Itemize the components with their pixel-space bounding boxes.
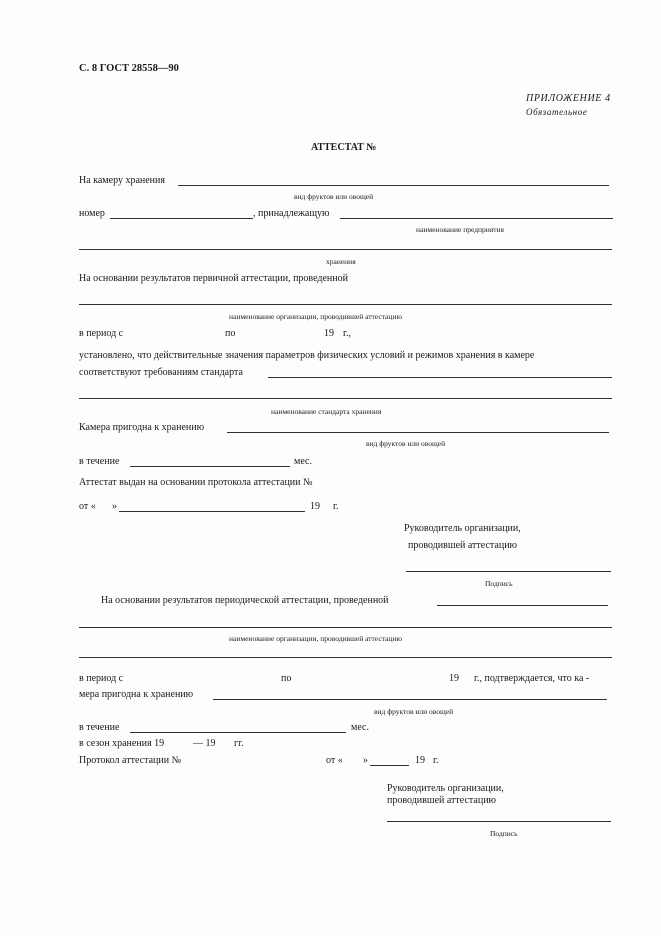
period2-from-label: в период с	[79, 673, 124, 684]
months2-label: мес.	[351, 722, 369, 733]
within-fill-line	[130, 466, 290, 467]
season-label: в сезон хранения 19	[79, 738, 165, 749]
period-to-label: по	[225, 328, 236, 339]
period2-year: 19	[449, 673, 459, 684]
months-label: мес.	[294, 456, 312, 467]
chamber-fill-line	[178, 185, 609, 186]
hint-fruits: вид фруктов или овощей	[294, 192, 374, 201]
standard-fill-line	[268, 377, 612, 378]
mandatory-label: Обязательное	[526, 107, 588, 117]
enterprise-fill-line	[79, 249, 612, 250]
period2-to-label: по	[281, 673, 292, 684]
periodic-org-fill-line	[437, 605, 608, 606]
season-dash: — 19	[193, 738, 216, 749]
protocol-date-fill-line	[370, 765, 409, 766]
protocol-quote-close: »	[363, 755, 368, 766]
season-suffix: гг.	[234, 738, 244, 749]
periodic-org-fill-line-2	[79, 627, 612, 628]
protocol-from-label: от «	[326, 755, 343, 766]
chamber-label: На камеру хранения	[79, 175, 165, 186]
hint-enterprise: наименование предприятия	[416, 225, 504, 234]
period-year: 19	[324, 328, 334, 339]
protocol-year-suffix: г.	[433, 755, 439, 766]
issued-year: 19	[310, 501, 320, 512]
hint-fruits-2: вид фруктов или овощей	[366, 439, 446, 448]
number-label: номер	[79, 208, 105, 219]
standard-fill-line-2	[79, 398, 612, 399]
established-text-line2: соответствуют требованиям стандарта	[79, 367, 243, 378]
suitable2-label: мера пригодна к хранению	[79, 689, 194, 700]
org-fill-line	[79, 304, 612, 305]
appendix-label: ПРИЛОЖЕНИЕ 4	[526, 93, 611, 104]
protocol-label: Протокол аттестации №	[79, 755, 182, 766]
document-title: АТТЕСТАТ №	[311, 142, 377, 153]
basis-periodic-label: На основании результатов периодической аттестации, проведенной	[101, 595, 389, 606]
period-from-label: в период с	[79, 328, 124, 339]
within2-fill-line	[130, 732, 346, 733]
suitable-fill-line	[227, 432, 609, 433]
hint-standard: наименование стандарта хранения	[271, 407, 382, 416]
belonging-fill-line	[340, 218, 613, 219]
hint-org: наименование организации, проводившей аттестацию	[229, 312, 402, 321]
signature-hint: Подпись	[485, 579, 513, 588]
signature2-line	[387, 821, 611, 822]
hint-fruits-3: вид фруктов или овощей	[374, 707, 454, 716]
confirmed-text: г., подтверждается, что ка -	[474, 673, 590, 684]
hint-storage: хранения	[326, 257, 356, 266]
protocol-year: 19	[415, 755, 425, 766]
period-year-suffix: г.,	[343, 328, 351, 339]
page-label: С. 8 ГОСТ 28558—90	[79, 63, 179, 74]
suitable-label: Камера пригодна к хранению	[79, 422, 205, 433]
established-text-line1: установлено, что действительные значения параметров физических условий и режимов хранения в камере	[79, 350, 535, 361]
hint-org-2: наименование организации, проводившей аттестацию	[229, 634, 402, 643]
periodic-blank-line	[79, 657, 612, 658]
quote-close: »	[112, 501, 117, 512]
head-line1: Руководитель организации,	[404, 523, 521, 534]
head2-line2: проводившей аттестацию	[387, 795, 497, 806]
head2-line1: Руководитель организации,	[387, 783, 504, 794]
head-line2: проводившей аттестацию	[408, 540, 518, 551]
issued-label: Аттестат выдан на основании протокола аттестации №	[79, 477, 313, 488]
issued-year-suffix: г.	[333, 501, 339, 512]
within2-label: в течение	[79, 722, 120, 733]
from-label: от «	[79, 501, 96, 512]
within-label: в течение	[79, 456, 120, 467]
belonging-label: , принадлежащую	[253, 208, 330, 219]
suitable2-fill-line	[213, 699, 607, 700]
signature-line	[406, 571, 611, 572]
signature2-hint: Подпись	[490, 829, 518, 838]
basis-primary-label: На основании результатов первичной аттестации, проведенной	[79, 273, 348, 284]
number-fill-line	[110, 218, 253, 219]
date-fill-line	[119, 511, 305, 512]
